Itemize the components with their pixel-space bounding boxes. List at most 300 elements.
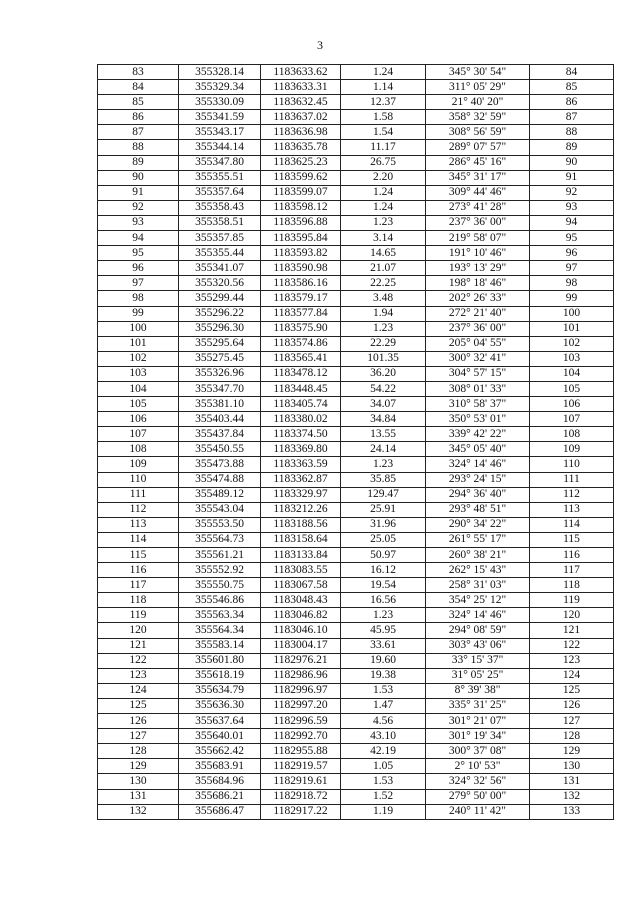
next-point-cell: 113 <box>530 502 614 517</box>
distance-cell: 4.56 <box>341 714 426 729</box>
point-number-cell: 83 <box>98 65 179 80</box>
y-coordinate-cell: 1183577.84 <box>261 306 341 321</box>
table-row <box>98 457 614 472</box>
table-row <box>98 397 614 412</box>
y-coordinate-cell: 1183633.31 <box>261 80 341 95</box>
x-coordinate-cell: 355474.88 <box>179 472 261 487</box>
next-point-cell: 124 <box>530 668 614 683</box>
next-point-cell: 131 <box>530 774 614 789</box>
y-coordinate-cell: 1183595.84 <box>261 231 341 246</box>
x-coordinate-cell: 355437.84 <box>179 427 261 442</box>
point-number-cell: 124 <box>98 683 179 698</box>
table-row <box>98 140 614 155</box>
table-row <box>98 442 614 457</box>
distance-cell: 22.29 <box>341 336 426 351</box>
x-coordinate-cell: 355357.64 <box>179 185 261 200</box>
bearing-cell: 261° 55' 17" <box>426 532 530 547</box>
next-point-cell: 102 <box>530 336 614 351</box>
distance-cell: 34.84 <box>341 412 426 427</box>
y-coordinate-cell: 1182919.57 <box>261 759 341 774</box>
bearing-cell: 286° 45' 16" <box>426 155 530 170</box>
point-number-cell: 101 <box>98 336 179 351</box>
point-number-cell: 85 <box>98 95 179 110</box>
next-point-cell: 105 <box>530 381 614 396</box>
next-point-cell: 126 <box>530 698 614 713</box>
y-coordinate-cell: 1183478.12 <box>261 366 341 381</box>
x-coordinate-cell: 355329.34 <box>179 80 261 95</box>
bearing-cell: 290° 34' 22" <box>426 517 530 532</box>
table-row <box>98 200 614 215</box>
distance-cell: 129.47 <box>341 487 426 502</box>
bearing-cell: 33° 15' 37" <box>426 653 530 668</box>
y-coordinate-cell: 1183599.62 <box>261 170 341 185</box>
point-number-cell: 110 <box>98 472 179 487</box>
bearing-cell: 237° 36' 00" <box>426 321 530 336</box>
x-coordinate-cell: 355328.14 <box>179 65 261 80</box>
y-coordinate-cell: 1182976.21 <box>261 653 341 668</box>
y-coordinate-cell: 1183374.50 <box>261 427 341 442</box>
bearing-cell: 237° 36' 00" <box>426 215 530 230</box>
distance-cell: 13.55 <box>341 427 426 442</box>
distance-cell: 36.20 <box>341 366 426 381</box>
point-number-cell: 119 <box>98 608 179 623</box>
y-coordinate-cell: 1183579.17 <box>261 291 341 306</box>
x-coordinate-cell: 355546.86 <box>179 593 261 608</box>
x-coordinate-cell: 355550.75 <box>179 578 261 593</box>
y-coordinate-cell: 1182996.97 <box>261 683 341 698</box>
point-number-cell: 125 <box>98 698 179 713</box>
bearing-cell: 304° 57' 15" <box>426 366 530 381</box>
y-coordinate-cell: 1182919.61 <box>261 774 341 789</box>
distance-cell: 14.65 <box>341 246 426 261</box>
x-coordinate-cell: 355347.70 <box>179 381 261 396</box>
bearing-cell: 358° 32' 59" <box>426 110 530 125</box>
x-coordinate-cell: 355343.17 <box>179 125 261 140</box>
distance-cell: 1.19 <box>341 804 426 819</box>
y-coordinate-cell: 1183636.98 <box>261 125 341 140</box>
distance-cell: 22.25 <box>341 276 426 291</box>
x-coordinate-cell: 355341.59 <box>179 110 261 125</box>
y-coordinate-cell: 1183133.84 <box>261 548 341 563</box>
table-row <box>98 110 614 125</box>
next-point-cell: 111 <box>530 472 614 487</box>
bearing-cell: 21° 40' 20" <box>426 95 530 110</box>
next-point-cell: 91 <box>530 170 614 185</box>
point-number-cell: 94 <box>98 231 179 246</box>
bearing-cell: 300° 32' 41" <box>426 351 530 366</box>
next-point-cell: 99 <box>530 291 614 306</box>
next-point-cell: 88 <box>530 125 614 140</box>
next-point-cell: 116 <box>530 548 614 563</box>
table-row <box>98 502 614 517</box>
point-number-cell: 88 <box>98 140 179 155</box>
table-row <box>98 714 614 729</box>
point-number-cell: 98 <box>98 291 179 306</box>
table-row <box>98 351 614 366</box>
point-number-cell: 103 <box>98 366 179 381</box>
distance-cell: 1.54 <box>341 125 426 140</box>
bearing-cell: 31° 05' 25" <box>426 668 530 683</box>
table-row <box>98 698 614 713</box>
bearing-cell: 301° 19' 34" <box>426 729 530 744</box>
x-coordinate-cell: 355403.44 <box>179 412 261 427</box>
point-number-cell: 102 <box>98 351 179 366</box>
distance-cell: 3.48 <box>341 291 426 306</box>
table-row <box>98 291 614 306</box>
y-coordinate-cell: 1183586.16 <box>261 276 341 291</box>
distance-cell: 25.91 <box>341 502 426 517</box>
table-row <box>98 623 614 638</box>
distance-cell: 1.53 <box>341 774 426 789</box>
next-point-cell: 130 <box>530 759 614 774</box>
next-point-cell: 101 <box>530 321 614 336</box>
next-point-cell: 110 <box>530 457 614 472</box>
bearing-cell: 205° 04' 55" <box>426 336 530 351</box>
table-row <box>98 759 614 774</box>
bearing-cell: 309° 44' 46" <box>426 185 530 200</box>
table-row <box>98 548 614 563</box>
x-coordinate-cell: 355355.51 <box>179 170 261 185</box>
table-row <box>98 804 614 819</box>
y-coordinate-cell: 1182996.59 <box>261 714 341 729</box>
x-coordinate-cell: 355357.85 <box>179 231 261 246</box>
distance-cell: 24.14 <box>341 442 426 457</box>
distance-cell: 33.61 <box>341 638 426 653</box>
point-number-cell: 105 <box>98 397 179 412</box>
table-row <box>98 306 614 321</box>
y-coordinate-cell: 1183046.10 <box>261 623 341 638</box>
distance-cell: 35.85 <box>341 472 426 487</box>
bearing-cell: 198° 18' 46" <box>426 276 530 291</box>
point-number-cell: 120 <box>98 623 179 638</box>
point-number-cell: 87 <box>98 125 179 140</box>
distance-cell: 11.17 <box>341 140 426 155</box>
coordinates-table-body <box>98 65 614 820</box>
point-number-cell: 84 <box>98 80 179 95</box>
next-point-cell: 121 <box>530 623 614 638</box>
page-number: 3 <box>317 38 323 52</box>
distance-cell: 31.96 <box>341 517 426 532</box>
bearing-cell: 303° 43' 06" <box>426 638 530 653</box>
table-row <box>98 427 614 442</box>
table-row <box>98 276 614 291</box>
next-point-cell: 125 <box>530 683 614 698</box>
table-row <box>98 412 614 427</box>
table-row <box>98 729 614 744</box>
bearing-cell: 219° 58' 07" <box>426 231 530 246</box>
bearing-cell: 308° 56' 59" <box>426 125 530 140</box>
distance-cell: 1.52 <box>341 789 426 804</box>
bearing-cell: 240° 11' 42" <box>426 804 530 819</box>
distance-cell: 1.05 <box>341 759 426 774</box>
next-point-cell: 92 <box>530 185 614 200</box>
point-number-cell: 121 <box>98 638 179 653</box>
table-row <box>98 593 614 608</box>
x-coordinate-cell: 355684.96 <box>179 774 261 789</box>
point-number-cell: 127 <box>98 729 179 744</box>
next-point-cell: 85 <box>530 80 614 95</box>
y-coordinate-cell: 1183596.88 <box>261 215 341 230</box>
next-point-cell: 128 <box>530 729 614 744</box>
next-point-cell: 98 <box>530 276 614 291</box>
table-row <box>98 487 614 502</box>
distance-cell: 45.95 <box>341 623 426 638</box>
bearing-cell: 279° 50' 00" <box>426 789 530 804</box>
next-point-cell: 96 <box>530 246 614 261</box>
next-point-cell: 123 <box>530 653 614 668</box>
distance-cell: 1.58 <box>341 110 426 125</box>
distance-cell: 25.05 <box>341 532 426 547</box>
next-point-cell: 132 <box>530 789 614 804</box>
distance-cell: 19.60 <box>341 653 426 668</box>
x-coordinate-cell: 355358.51 <box>179 215 261 230</box>
x-coordinate-cell: 355473.88 <box>179 457 261 472</box>
x-coordinate-cell: 355662.42 <box>179 744 261 759</box>
table-row <box>98 95 614 110</box>
x-coordinate-cell: 355563.34 <box>179 608 261 623</box>
y-coordinate-cell: 1183048.43 <box>261 593 341 608</box>
bearing-cell: 339° 42' 22" <box>426 427 530 442</box>
bearing-cell: 310° 58' 37" <box>426 397 530 412</box>
next-point-cell: 119 <box>530 593 614 608</box>
bearing-cell: 345° 05' 40" <box>426 442 530 457</box>
y-coordinate-cell: 1183625.23 <box>261 155 341 170</box>
x-coordinate-cell: 355553.50 <box>179 517 261 532</box>
distance-cell: 1.53 <box>341 683 426 698</box>
x-coordinate-cell: 355564.73 <box>179 532 261 547</box>
y-coordinate-cell: 1183405.74 <box>261 397 341 412</box>
table-row <box>98 321 614 336</box>
bearing-cell: 8° 39' 38" <box>426 683 530 698</box>
next-point-cell: 90 <box>530 155 614 170</box>
y-coordinate-cell: 1183158.64 <box>261 532 341 547</box>
distance-cell: 34.07 <box>341 397 426 412</box>
point-number-cell: 93 <box>98 215 179 230</box>
distance-cell: 1.94 <box>341 306 426 321</box>
bearing-cell: 300° 37' 08" <box>426 744 530 759</box>
point-number-cell: 132 <box>98 804 179 819</box>
point-number-cell: 92 <box>98 200 179 215</box>
x-coordinate-cell: 355326.96 <box>179 366 261 381</box>
y-coordinate-cell: 1183598.12 <box>261 200 341 215</box>
table-row <box>98 638 614 653</box>
x-coordinate-cell: 355686.47 <box>179 804 261 819</box>
table-row <box>98 517 614 532</box>
point-number-cell: 89 <box>98 155 179 170</box>
y-coordinate-cell: 1183067.58 <box>261 578 341 593</box>
bearing-cell: 2° 10' 53" <box>426 759 530 774</box>
x-coordinate-cell: 355634.79 <box>179 683 261 698</box>
distance-cell: 19.38 <box>341 668 426 683</box>
x-coordinate-cell: 355381.10 <box>179 397 261 412</box>
next-point-cell: 129 <box>530 744 614 759</box>
y-coordinate-cell: 1183369.80 <box>261 442 341 457</box>
y-coordinate-cell: 1183004.17 <box>261 638 341 653</box>
x-coordinate-cell: 355583.14 <box>179 638 261 653</box>
x-coordinate-cell: 355686.21 <box>179 789 261 804</box>
point-number-cell: 90 <box>98 170 179 185</box>
y-coordinate-cell: 1183363.59 <box>261 457 341 472</box>
distance-cell: 43.10 <box>341 729 426 744</box>
table-row <box>98 653 614 668</box>
table-row <box>98 65 614 80</box>
distance-cell: 1.23 <box>341 457 426 472</box>
x-coordinate-cell: 355344.14 <box>179 140 261 155</box>
point-number-cell: 96 <box>98 261 179 276</box>
point-number-cell: 128 <box>98 744 179 759</box>
bearing-cell: 293° 48' 51" <box>426 502 530 517</box>
x-coordinate-cell: 355637.64 <box>179 714 261 729</box>
point-number-cell: 104 <box>98 381 179 396</box>
point-number-cell: 113 <box>98 517 179 532</box>
table-row <box>98 261 614 276</box>
distance-cell: 54.22 <box>341 381 426 396</box>
distance-cell: 1.23 <box>341 215 426 230</box>
distance-cell: 1.23 <box>341 608 426 623</box>
table-row <box>98 155 614 170</box>
table-row <box>98 185 614 200</box>
distance-cell: 16.56 <box>341 593 426 608</box>
distance-cell: 1.24 <box>341 185 426 200</box>
point-number-cell: 117 <box>98 578 179 593</box>
x-coordinate-cell: 355299.44 <box>179 291 261 306</box>
next-point-cell: 86 <box>530 95 614 110</box>
point-number-cell: 99 <box>98 306 179 321</box>
distance-cell: 1.14 <box>341 80 426 95</box>
next-point-cell: 112 <box>530 487 614 502</box>
x-coordinate-cell: 355601.80 <box>179 653 261 668</box>
y-coordinate-cell: 1183188.56 <box>261 517 341 532</box>
table-row <box>98 608 614 623</box>
x-coordinate-cell: 355275.45 <box>179 351 261 366</box>
y-coordinate-cell: 1182997.20 <box>261 698 341 713</box>
x-coordinate-cell: 355564.34 <box>179 623 261 638</box>
table-row <box>98 381 614 396</box>
next-point-cell: 84 <box>530 65 614 80</box>
point-number-cell: 107 <box>98 427 179 442</box>
next-point-cell: 100 <box>530 306 614 321</box>
next-point-cell: 94 <box>530 215 614 230</box>
table-row <box>98 774 614 789</box>
bearing-cell: 202° 26' 33" <box>426 291 530 306</box>
y-coordinate-cell: 1183633.62 <box>261 65 341 80</box>
bearing-cell: 289° 07' 57" <box>426 140 530 155</box>
point-number-cell: 95 <box>98 246 179 261</box>
table-row <box>98 336 614 351</box>
table-row <box>98 215 614 230</box>
bearing-cell: 345° 31' 17" <box>426 170 530 185</box>
point-number-cell: 86 <box>98 110 179 125</box>
table-row <box>98 563 614 578</box>
next-point-cell: 118 <box>530 578 614 593</box>
table-row <box>98 170 614 185</box>
bearing-cell: 262° 15' 43" <box>426 563 530 578</box>
next-point-cell: 106 <box>530 397 614 412</box>
bearing-cell: 350° 53' 01" <box>426 412 530 427</box>
table-row <box>98 366 614 381</box>
table-row <box>98 231 614 246</box>
distance-cell: 19.54 <box>341 578 426 593</box>
table-row <box>98 125 614 140</box>
y-coordinate-cell: 1183637.02 <box>261 110 341 125</box>
next-point-cell: 117 <box>530 563 614 578</box>
y-coordinate-cell: 1183575.90 <box>261 321 341 336</box>
bearing-cell: 193° 13' 29" <box>426 261 530 276</box>
y-coordinate-cell: 1182986.96 <box>261 668 341 683</box>
distance-cell: 12.37 <box>341 95 426 110</box>
distance-cell: 1.24 <box>341 200 426 215</box>
distance-cell: 50.97 <box>341 548 426 563</box>
x-coordinate-cell: 355355.44 <box>179 246 261 261</box>
point-number-cell: 123 <box>98 668 179 683</box>
point-number-cell: 129 <box>98 759 179 774</box>
table-row <box>98 578 614 593</box>
y-coordinate-cell: 1183590.98 <box>261 261 341 276</box>
next-point-cell: 107 <box>530 412 614 427</box>
distance-cell: 3.14 <box>341 231 426 246</box>
point-number-cell: 111 <box>98 487 179 502</box>
x-coordinate-cell: 355489.12 <box>179 487 261 502</box>
point-number-cell: 131 <box>98 789 179 804</box>
next-point-cell: 95 <box>530 231 614 246</box>
bearing-cell: 324° 14' 46" <box>426 457 530 472</box>
bearing-cell: 294° 08' 59" <box>426 623 530 638</box>
y-coordinate-cell: 1182955.88 <box>261 744 341 759</box>
x-coordinate-cell: 355618.19 <box>179 668 261 683</box>
x-coordinate-cell: 355561.21 <box>179 548 261 563</box>
point-number-cell: 114 <box>98 532 179 547</box>
next-point-cell: 103 <box>530 351 614 366</box>
bearing-cell: 258° 31' 03" <box>426 578 530 593</box>
bearing-cell: 345° 30' 54" <box>426 65 530 80</box>
y-coordinate-cell: 1182917.22 <box>261 804 341 819</box>
table-row <box>98 668 614 683</box>
bearing-cell: 294° 36' 40" <box>426 487 530 502</box>
x-coordinate-cell: 355543.04 <box>179 502 261 517</box>
point-number-cell: 126 <box>98 714 179 729</box>
x-coordinate-cell: 355450.55 <box>179 442 261 457</box>
y-coordinate-cell: 1183599.07 <box>261 185 341 200</box>
bearing-cell: 308° 01' 33" <box>426 381 530 396</box>
y-coordinate-cell: 1183329.97 <box>261 487 341 502</box>
point-number-cell: 115 <box>98 548 179 563</box>
bearing-cell: 324° 32' 56" <box>426 774 530 789</box>
x-coordinate-cell: 355683.91 <box>179 759 261 774</box>
y-coordinate-cell: 1183046.82 <box>261 608 341 623</box>
table-row <box>98 532 614 547</box>
bearing-cell: 191° 10' 46" <box>426 246 530 261</box>
coordinates-table <box>97 64 614 820</box>
bearing-cell: 273° 41' 28" <box>426 200 530 215</box>
point-number-cell: 130 <box>98 774 179 789</box>
next-point-cell: 122 <box>530 638 614 653</box>
bearing-cell: 272° 21' 40" <box>426 306 530 321</box>
x-coordinate-cell: 355636.30 <box>179 698 261 713</box>
next-point-cell: 127 <box>530 714 614 729</box>
x-coordinate-cell: 355640.01 <box>179 729 261 744</box>
point-number-cell: 122 <box>98 653 179 668</box>
next-point-cell: 109 <box>530 442 614 457</box>
bearing-cell: 354° 25' 12" <box>426 593 530 608</box>
next-point-cell: 97 <box>530 261 614 276</box>
table-row <box>98 683 614 698</box>
bearing-cell: 324° 14' 46" <box>426 608 530 623</box>
y-coordinate-cell: 1183574.86 <box>261 336 341 351</box>
y-coordinate-cell: 1183362.87 <box>261 472 341 487</box>
next-point-cell: 104 <box>530 366 614 381</box>
bearing-cell: 311° 05' 29" <box>426 80 530 95</box>
y-coordinate-cell: 1182918.72 <box>261 789 341 804</box>
